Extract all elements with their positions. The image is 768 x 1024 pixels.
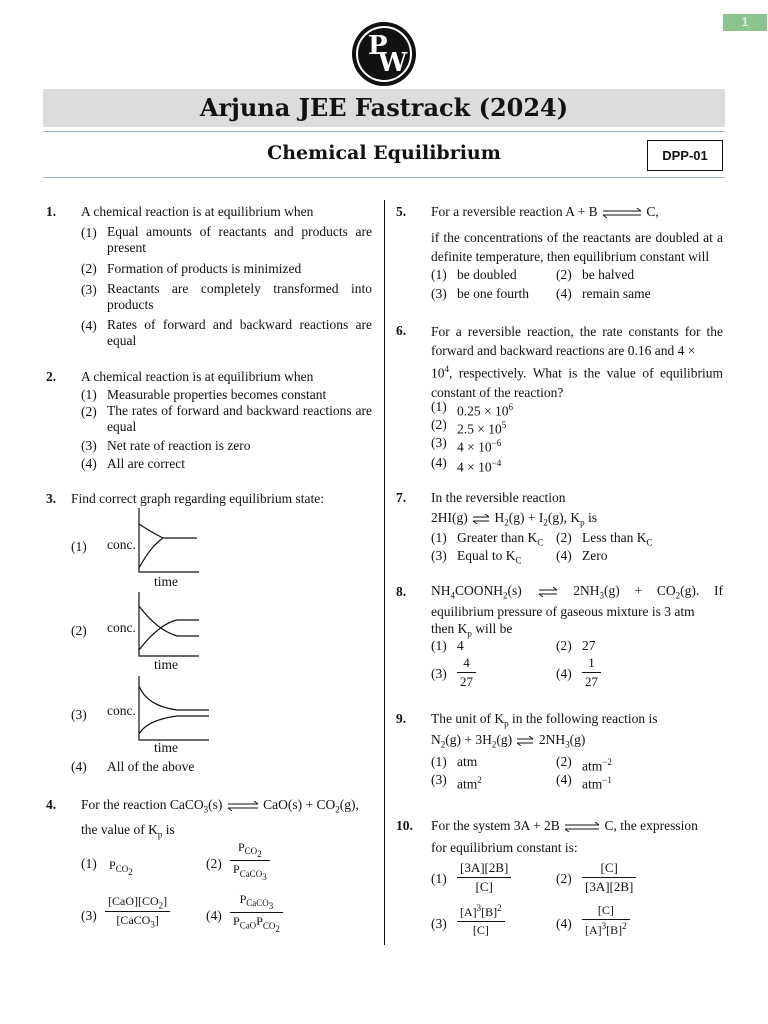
option-formula: $P_{CO_2}$ bbox=[109, 858, 133, 878]
option-label: (4) bbox=[556, 772, 572, 787]
question-stem-3: then $K_p$ will be bbox=[431, 621, 513, 639]
question-number: 1. bbox=[46, 204, 57, 219]
option-label: (4) bbox=[556, 916, 572, 931]
option-text: Formation of products is minimized bbox=[107, 261, 302, 276]
question-number: 2. bbox=[46, 369, 57, 384]
question-number: 10. bbox=[396, 818, 413, 833]
option-formula: $\frac{P_{CO_2}}{P_{CaCO_3}}$ bbox=[230, 840, 270, 881]
option-label: (3) bbox=[71, 707, 87, 722]
option-label: (3) bbox=[431, 666, 447, 681]
option-label: (4) bbox=[556, 286, 572, 301]
option-label: (2) bbox=[556, 871, 572, 886]
option-text: Less than $K_C$ bbox=[582, 530, 653, 548]
question-number: 3. bbox=[46, 491, 57, 506]
pw-logo: P W bbox=[352, 22, 416, 86]
question-stem: The unit of $K_p$ in the following reaction is bbox=[431, 711, 658, 729]
option-label: (3) bbox=[81, 908, 97, 923]
option-text: Greater than $K_C$ bbox=[457, 530, 544, 548]
option-label: (4) bbox=[81, 318, 97, 333]
option-text: All of the above bbox=[107, 759, 195, 774]
option-label: (4) bbox=[206, 908, 222, 923]
question-number: 6. bbox=[396, 323, 407, 338]
option-label: (1) bbox=[431, 871, 447, 886]
question-stem-2: for equilibrium constant is: bbox=[431, 840, 578, 855]
option-text: 4 bbox=[457, 638, 464, 653]
option-text: be halved bbox=[582, 267, 635, 282]
option-label: (4) bbox=[81, 456, 97, 471]
axis-label: conc. bbox=[107, 537, 136, 552]
page-number: 1 bbox=[723, 14, 767, 31]
question-stem: For the reaction CaCO$_3$(s) $CaO(s) + CO_2(g)$, bbox=[81, 797, 359, 815]
option-label: (2) bbox=[431, 417, 447, 432]
axis-label: time bbox=[154, 740, 178, 755]
page-title: Arjuna JEE Fastrack (2024) bbox=[43, 89, 725, 127]
option-label: (1) bbox=[81, 225, 97, 240]
option-label: (1) bbox=[431, 399, 447, 414]
option-text: $2.5 \times 10^5$ bbox=[457, 420, 507, 437]
option-label: (1) bbox=[71, 539, 87, 554]
option-label: (2) bbox=[81, 261, 97, 276]
option-label: (3) bbox=[431, 916, 447, 931]
question-stem-2: equilibrium pressure of gaseous mixture is 3 atm bbox=[431, 604, 695, 619]
option-label: (4) bbox=[71, 759, 87, 774]
question-stem: A chemical reaction is at equilibrium when bbox=[81, 204, 314, 219]
reaction-equation: $N_2(g) + 3H_2(g)$ $2NH_3(g)$ bbox=[431, 732, 586, 750]
axis-label: time bbox=[154, 574, 178, 589]
column-divider bbox=[384, 200, 385, 945]
question-stem: For a reversible reaction, the rate constants for the forward and backward reactions are 0.16 and 4 × bbox=[431, 324, 723, 358]
option-text: Rates of forward and backward reactions are equal bbox=[107, 317, 372, 348]
question-stem: For a reversible reaction A + B C, bbox=[431, 204, 659, 219]
option-formula: $\frac{[3A][2B]}{[C]}$ bbox=[457, 860, 511, 895]
question-number: 9. bbox=[396, 711, 407, 726]
axis-label: conc. bbox=[107, 620, 136, 635]
question-number: 7. bbox=[396, 490, 407, 505]
option-text: Equal amounts of reactants and products are present bbox=[107, 224, 372, 255]
option-label: (1) bbox=[81, 856, 97, 871]
option-label: (2) bbox=[556, 530, 572, 545]
option-formula: $\frac{[CaO][CO_2]}{[CaCO_3]}$ bbox=[105, 894, 170, 930]
option-text: $4 \times 10^{-4}$ bbox=[457, 458, 502, 475]
graph-2 bbox=[137, 590, 201, 658]
question-number: 4. bbox=[46, 797, 57, 812]
option-formula: $\frac{4}{27}$ bbox=[457, 655, 476, 690]
option-label: (2) bbox=[556, 267, 572, 282]
option-text: atm$^{-1}$ bbox=[582, 775, 612, 792]
question-stem-2: if the concentrations of the reactants are doubled at a definite temperature, then equilibrium constant will bbox=[431, 230, 723, 264]
option-text: Net rate of reaction is zero bbox=[107, 438, 251, 453]
reaction-equation: 2HI(g) $H_2(g) + I_2(g)$, $K_p$ is bbox=[431, 510, 597, 528]
question-number: 5. bbox=[396, 204, 407, 219]
option-label: (2) bbox=[556, 754, 572, 769]
option-label: (1) bbox=[81, 387, 97, 402]
graph-3 bbox=[137, 674, 211, 742]
option-label: (1) bbox=[431, 754, 447, 769]
option-text: $4 \times 10^{-6}$ bbox=[457, 438, 502, 455]
divider bbox=[43, 131, 725, 132]
question-stem-2: $10^4$, respectively. What is the value of equilibrium constant of the reaction? bbox=[431, 364, 723, 400]
option-label: (3) bbox=[431, 435, 447, 450]
option-text: Zero bbox=[582, 548, 608, 563]
option-label: (3) bbox=[431, 286, 447, 301]
option-label: (2) bbox=[81, 404, 97, 419]
option-label: (3) bbox=[431, 772, 447, 787]
dpp-badge: DPP-01 bbox=[647, 140, 723, 171]
option-formula: $\frac{[C]}{[3A][2B]}$ bbox=[582, 860, 636, 895]
graph-1 bbox=[137, 506, 201, 574]
option-label: (2) bbox=[556, 638, 572, 653]
option-label: (3) bbox=[81, 438, 97, 453]
option-label: (1) bbox=[431, 638, 447, 653]
option-label: (3) bbox=[81, 282, 97, 297]
option-text: $0.25 \times 10^6$ bbox=[457, 402, 513, 419]
reaction-equation: $NH_4COONH_2(s)$ $2NH_3(g)$ + $CO_2(g)$. If bbox=[431, 583, 723, 601]
option-label: (1) bbox=[431, 267, 447, 282]
question-stem-2: the value of $K_p$ is bbox=[81, 822, 175, 840]
option-text: atm bbox=[457, 754, 478, 769]
option-formula: $\frac{[C]}{[A]^3[B]^2}$ bbox=[582, 903, 630, 938]
option-label: (3) bbox=[431, 548, 447, 563]
option-label: (4) bbox=[431, 455, 447, 470]
option-text: atm$^{-2}$ bbox=[582, 757, 612, 774]
option-label: (2) bbox=[71, 623, 87, 638]
option-label: (4) bbox=[556, 548, 572, 563]
option-formula: $\frac{[A]^3[B]^2}{[C]}$ bbox=[457, 903, 505, 938]
option-formula: $\frac{1}{27}$ bbox=[582, 655, 601, 690]
question-number: 8. bbox=[396, 584, 407, 599]
option-text: Measurable properties becomes constant bbox=[107, 387, 327, 402]
option-text: All are correct bbox=[107, 456, 185, 471]
question-stem: A chemical reaction is at equilibrium when bbox=[81, 369, 314, 384]
option-label: (1) bbox=[431, 530, 447, 545]
axis-label: conc. bbox=[107, 703, 136, 718]
option-text: be one fourth bbox=[457, 286, 529, 301]
divider bbox=[43, 177, 725, 178]
question-stem: Find correct graph regarding equilibrium state: bbox=[71, 491, 325, 506]
option-formula: $\frac{P_{CaCO_3}}{P_{CaO}P_{CO_2}}$ bbox=[230, 892, 283, 933]
option-label: (2) bbox=[206, 856, 222, 871]
option-text: 27 bbox=[582, 638, 596, 653]
option-text: remain same bbox=[582, 286, 651, 301]
option-text: be doubled bbox=[457, 267, 517, 282]
chapter-title: Chemical Equilibrium bbox=[267, 142, 501, 164]
option-text: Reactants are completely transformed into products bbox=[107, 281, 372, 312]
question-stem: For the system 3A + 2B C, the expression bbox=[431, 818, 698, 833]
axis-label: time bbox=[154, 657, 178, 672]
option-text: The rates of forward and backward reactions are equal bbox=[107, 403, 372, 434]
question-stem: In the reversible reaction bbox=[431, 490, 566, 505]
option-label: (4) bbox=[556, 666, 572, 681]
option-text: atm$^2$ bbox=[457, 775, 482, 792]
option-text: Equal to $K_C$ bbox=[457, 548, 522, 566]
